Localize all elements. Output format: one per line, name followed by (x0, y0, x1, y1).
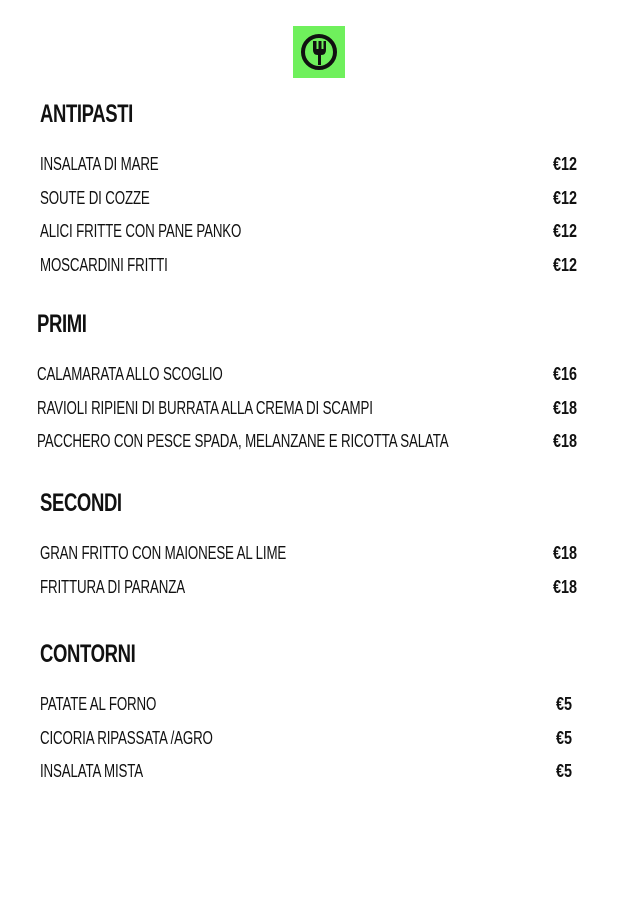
item-price: €18 (552, 431, 577, 451)
item-price: €12 (552, 187, 577, 208)
item-price: €5 (555, 694, 572, 714)
item-name: ALICI FRITTE CON PANE PANKO (40, 221, 242, 241)
item-name: CICORIA RIPASSATA /AGRO (40, 727, 213, 748)
section-primi (37, 308, 580, 459)
menu-item (40, 722, 580, 756)
menu-list (40, 537, 580, 604)
item-name: PATATE AL FORNO (40, 694, 157, 714)
menu-item (40, 215, 580, 249)
fork-icon (299, 32, 339, 72)
menu-item (37, 358, 580, 392)
menu-item (40, 571, 580, 605)
item-price: €5 (555, 761, 572, 781)
item-name: RAVIOLI RIPIENI DI BURRATA ALLA CREMA DI SCAMPI (37, 397, 373, 418)
section-contorni (40, 638, 580, 789)
item-price: €18 (552, 543, 577, 563)
section-antipasti (40, 98, 580, 282)
menu-item (40, 148, 580, 182)
item-name: CALAMARATA ALLO SCOGLIO (37, 364, 223, 384)
item-name: GRAN FRITTO CON MAIONESE AL LIME (40, 543, 287, 563)
menu-item (40, 755, 580, 789)
section-secondi (40, 487, 580, 604)
section-title: SECONDI (40, 489, 122, 517)
item-price: €18 (552, 576, 577, 597)
menu-item (37, 425, 580, 459)
section-title: ANTIPASTI (40, 100, 133, 128)
item-name: PACCHERO CON PESCE SPADA, MELANZANE E RICOTTA SALATA (37, 431, 449, 451)
item-name: INSALATA DI MARE (40, 154, 159, 174)
menu-list (37, 358, 580, 459)
menu-item (40, 249, 580, 283)
item-price: €16 (552, 364, 577, 384)
item-price: €12 (552, 221, 577, 241)
restaurant-logo (293, 26, 345, 78)
menu-item (40, 688, 580, 722)
section-title: CONTORNI (40, 640, 136, 668)
item-price: €12 (552, 254, 577, 275)
menu-list (40, 148, 580, 282)
item-name: FRITTURA DI PARANZA (40, 576, 185, 597)
item-name: INSALATA MISTA (40, 761, 144, 781)
section-title: PRIMI (37, 310, 87, 338)
menu-list (40, 688, 580, 789)
menu-item (37, 392, 580, 426)
menu-item (40, 182, 580, 216)
item-price: €5 (555, 727, 572, 748)
item-price: €12 (552, 154, 577, 174)
item-price: €18 (552, 397, 577, 418)
item-name: SOUTE DI COZZE (40, 187, 150, 208)
menu-item (40, 537, 580, 571)
item-name: MOSCARDINI FRITTI (40, 254, 168, 275)
